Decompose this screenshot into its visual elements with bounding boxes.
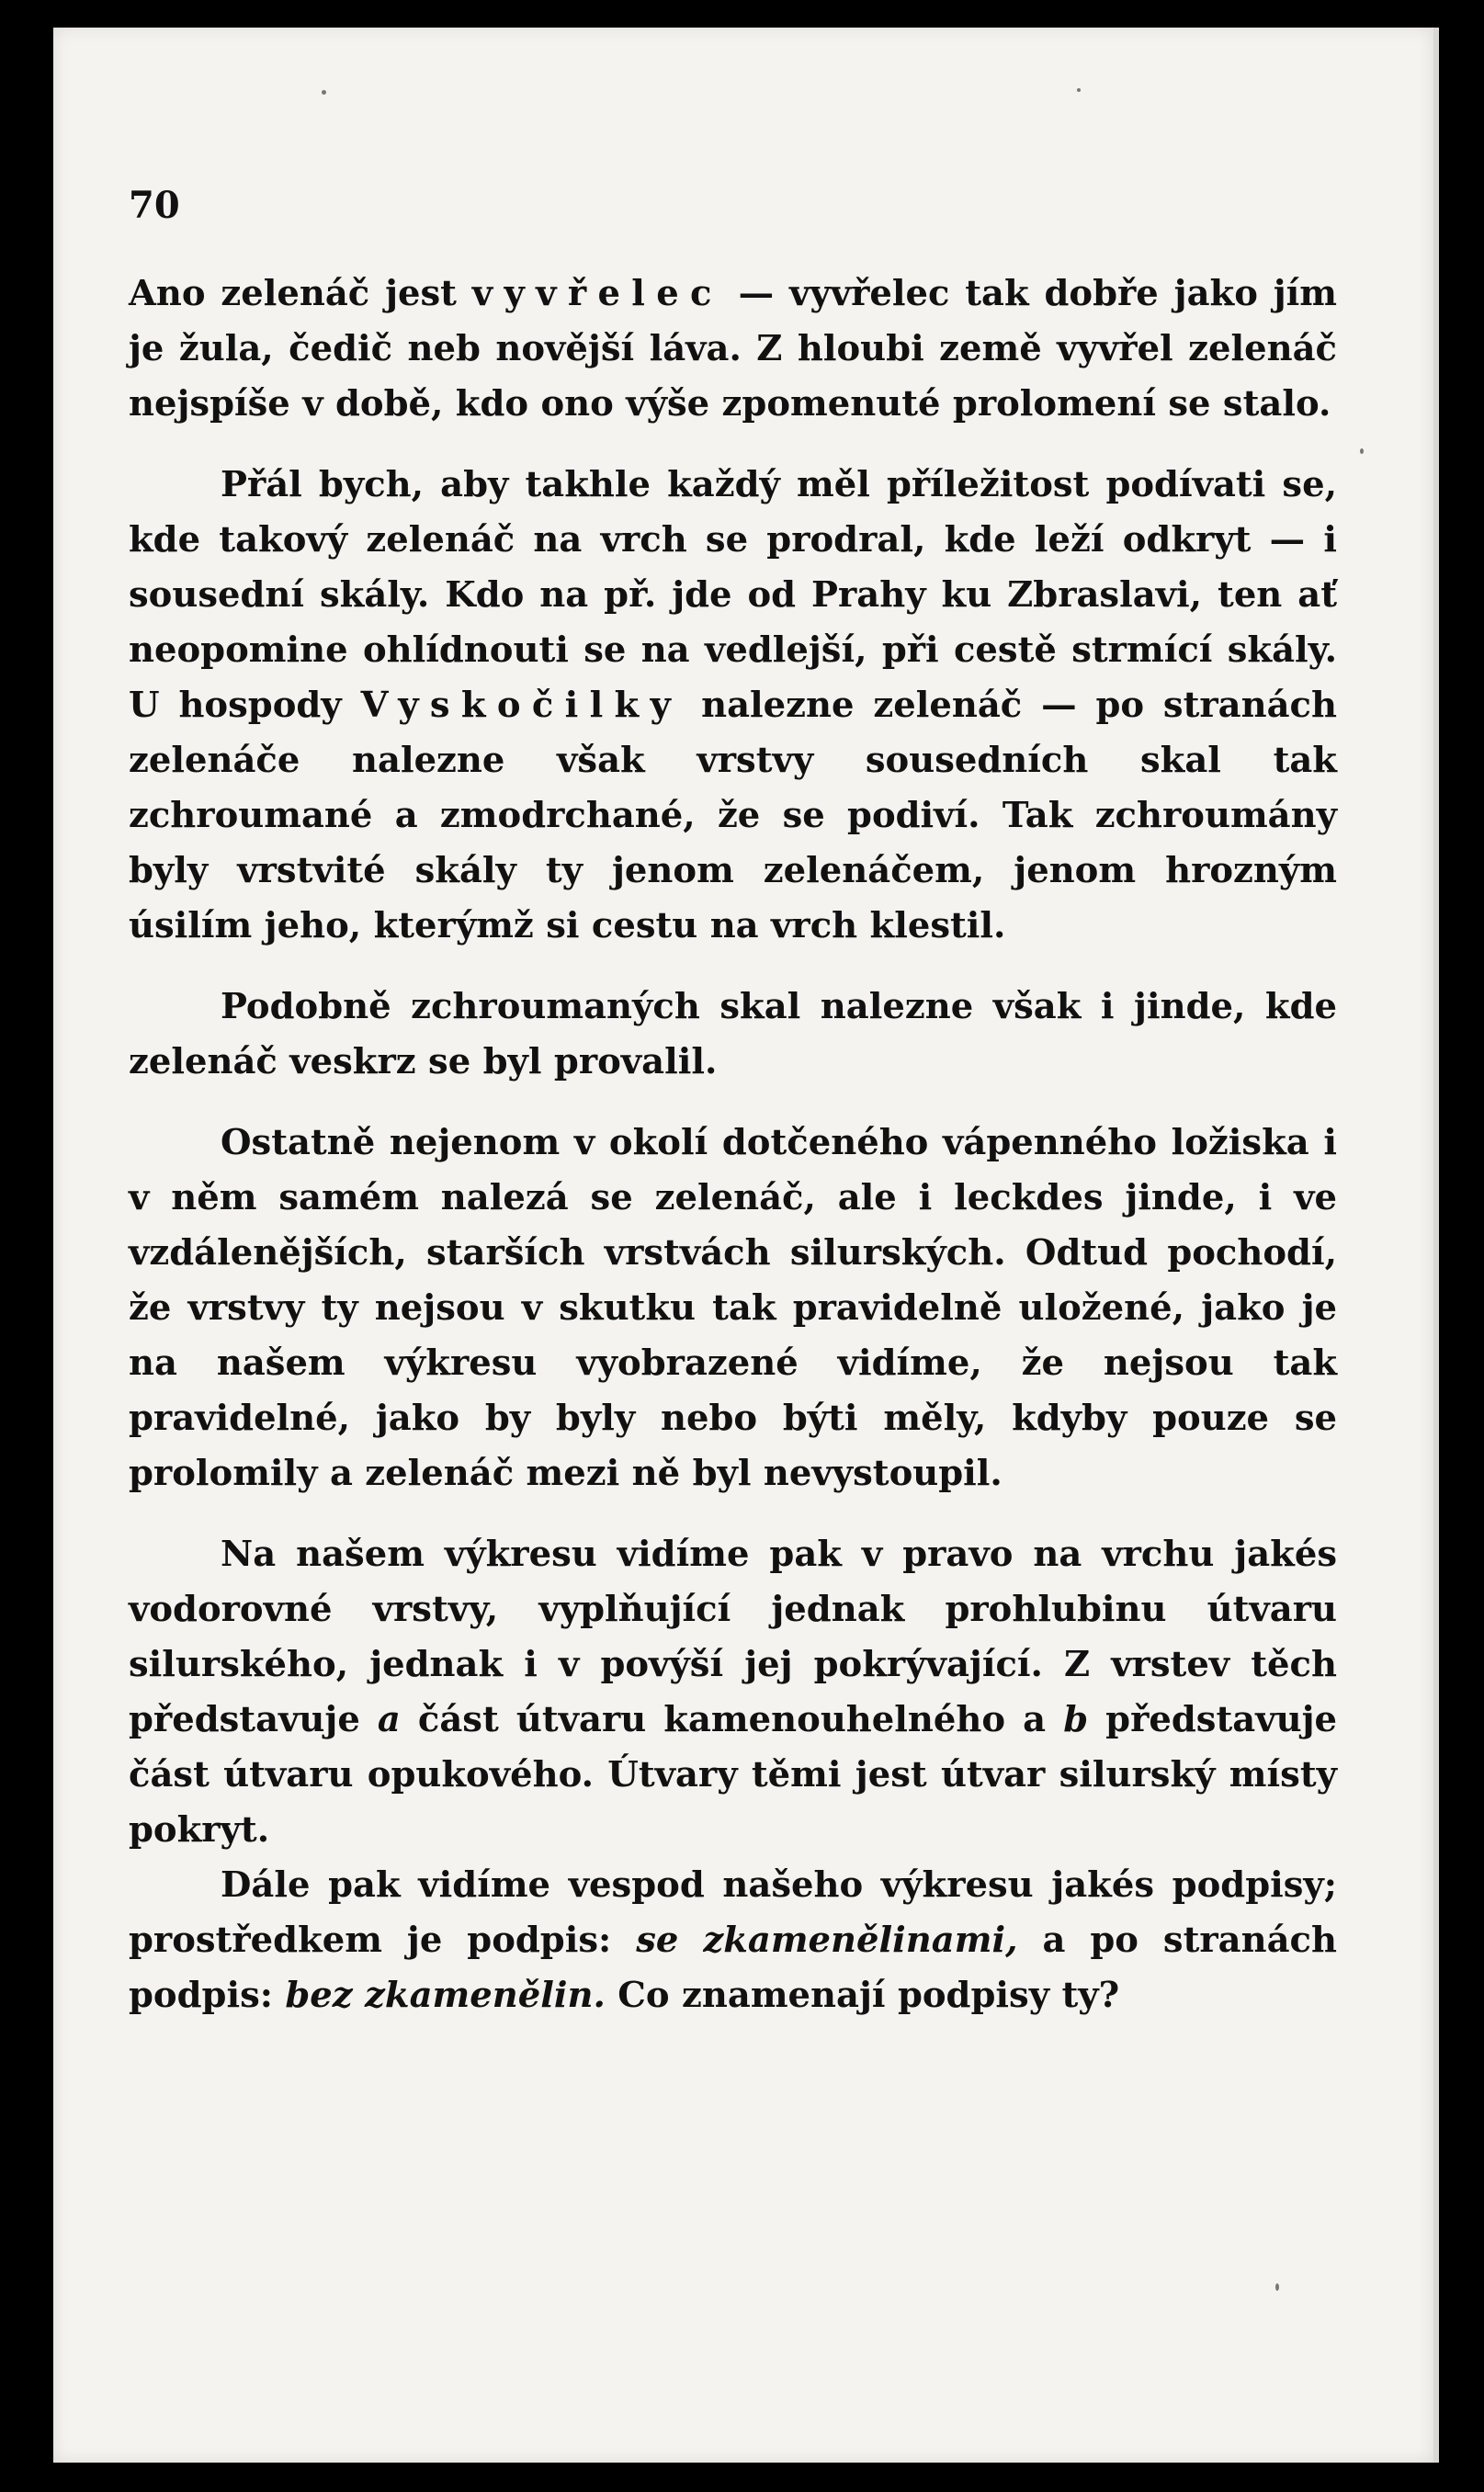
text-run: Dále pak vidíme vespod našeho výkresu jakés podpisy; prostředkem je podpis: — [129, 1864, 1337, 1961]
dust-speck — [1275, 2283, 1279, 2291]
emphasis-spaced: Vyskočilky — [360, 685, 683, 726]
text-run: — vyvřelec tak dobře jako jím je žula, čedič neb novější láva. Z hloubi země vyvřel zelenáč nejspíše v době, kdo ono výše zpomenuté prolomení se stalo. — [129, 273, 1337, 425]
paragraph-6 — [129, 1858, 1337, 2023]
text-run: Přál bych, aby takhle každý měl příležitost podívati se, kde takový zelenáč na vrch se prodral, kde leží odkryt — i sousední skály. Kdo na př. jde od Prahy ku Zbraslavi, ten ať neopomine ohlídnouti se na vedlejší, při cestě strmící skály. U hospody — [129, 464, 1337, 726]
text-run: představuje část útvaru opukového. Útvary těmi jest útvar silurský místy pokryt. — [129, 1699, 1337, 1851]
text-run: Na našem výkresu vidíme pak v pravo na vrchu jakés vodorovné vrstvy, vyplňující jednak prohlubinu útvaru silurského, jednak i v povýší jej pokrývající. Z vrstev těch představuje — [129, 1534, 1337, 1740]
italic-phrase: se zkamenělinami, — [636, 1920, 1018, 1961]
page-number: 70 — [129, 184, 180, 227]
page-edge — [1433, 28, 1439, 2463]
emphasis-spaced: vyvřelec — [471, 273, 723, 314]
italic-letter: a — [377, 1699, 401, 1740]
paragraph-2 — [129, 458, 1337, 954]
paragraph-5 — [129, 1527, 1337, 1858]
dust-speck — [1360, 448, 1364, 454]
dust-speck — [322, 90, 326, 95]
paragraph-1 — [129, 266, 1337, 432]
italic-letter: b — [1063, 1699, 1089, 1740]
paragraph-3: Podobně zchroumaných skal nalezne však i jinde, kde zelenáč veskrz se byl provalil. — [129, 986, 1337, 1082]
italic-phrase: bez zkamenělin. — [285, 1975, 606, 2016]
text-run: Ano zelenáč jest — [129, 273, 472, 314]
text-run: Co znamenají podpisy ty? — [605, 1975, 1120, 2016]
dust-speck — [1077, 88, 1081, 92]
text-run: a po stranách podpis: — [129, 1920, 1337, 2016]
paragraph-4: Ostatně nejenom v okolí dotčeného vápenného ložiska i v něm samém nalezá se zelenáč, ale i leckdes jinde, i ve vzdálenějších, starších vrstvách silurských. Odtud pochodí, že vrstvy ty nejsou v skutku tak pravidelně uložené, jako je na našem výkresu vyobrazené vidíme, že nejsou tak pravidelné, jako by byly nebo býti měly, kdyby pouze se prolomily a zelenáč mezi ně byl nevystoupil. — [129, 1122, 1337, 1494]
text-run: část útvaru kamenouhelného a — [400, 1699, 1064, 1740]
text-run: nalezne zelenáč — po stranách zelenáče nalezne však vrstvy sousedních skal tak zchroumané a zmodrchané, že se podiví. Tak zchroumány byly vrstvité skály ty jenom zelenáčem, jenom hrozným úsilím jeho, kterýmž si cestu na vrch klestil. — [129, 685, 1337, 946]
body-text — [129, 266, 1337, 2049]
